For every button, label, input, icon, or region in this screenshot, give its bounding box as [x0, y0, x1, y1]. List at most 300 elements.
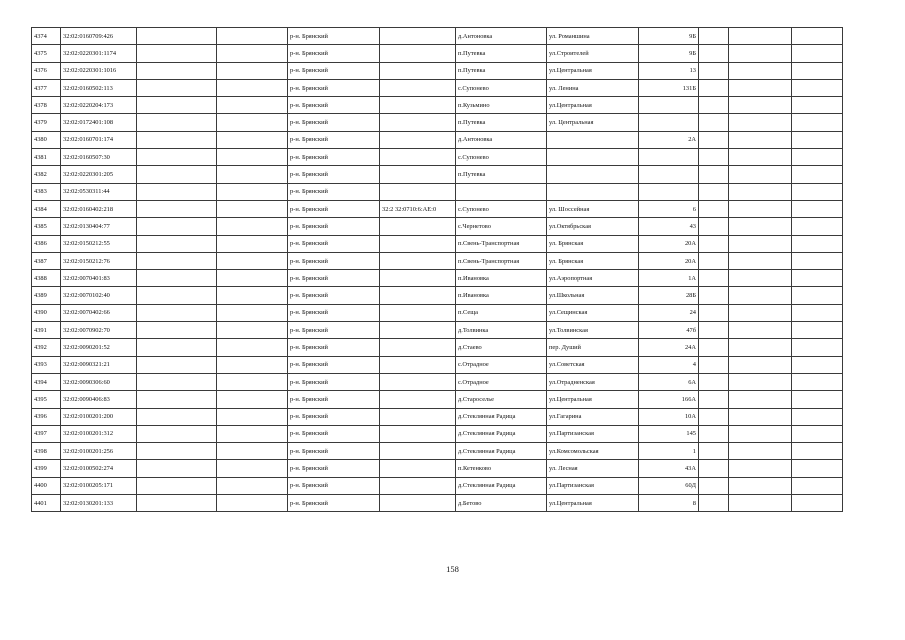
table-row — [32, 477, 843, 494]
table-cell: 32:02:0070902:70 — [61, 322, 137, 339]
table-cell — [792, 183, 843, 200]
table-cell — [217, 425, 288, 442]
table-cell: 1А — [639, 270, 699, 287]
table-cell — [699, 97, 729, 114]
table-cell — [137, 270, 217, 287]
table-cell — [217, 373, 288, 390]
table-cell — [729, 200, 792, 217]
table-cell — [217, 270, 288, 287]
table-cell: 32:02:0070402:66 — [61, 304, 137, 321]
table-cell — [792, 391, 843, 408]
table-cell — [217, 62, 288, 79]
table-cell: ул.Партизанская — [547, 425, 639, 442]
table-cell — [792, 97, 843, 114]
table-cell — [699, 79, 729, 96]
table-cell: п.Путевка — [456, 166, 547, 183]
table-cell: 4381 — [32, 149, 61, 166]
table-cell: 32:02:0172401:108 — [61, 114, 137, 131]
table-cell: 4385 — [32, 218, 61, 235]
table-cell — [792, 200, 843, 217]
table-cell: р-н. Брянский — [288, 200, 380, 217]
table-row — [32, 391, 843, 408]
table-cell: ул.Центральная — [547, 62, 639, 79]
table-cell — [137, 62, 217, 79]
table-cell: 4389 — [32, 287, 61, 304]
table-cell — [137, 218, 217, 235]
table-cell: 131Б — [639, 79, 699, 96]
table-cell — [217, 356, 288, 373]
table-cell — [547, 183, 639, 200]
table-cell — [729, 477, 792, 494]
table-cell — [217, 114, 288, 131]
table-cell — [792, 373, 843, 390]
table-cell — [729, 425, 792, 442]
table-cell: пер. Душий — [547, 339, 639, 356]
table-cell — [699, 460, 729, 477]
table-cell — [639, 97, 699, 114]
table-cell — [380, 356, 456, 373]
table-cell: 32:02:0090406:83 — [61, 391, 137, 408]
table-row — [32, 304, 843, 321]
table-cell — [699, 131, 729, 148]
table-cell — [729, 408, 792, 425]
table-row — [32, 460, 843, 477]
table-cell: 4377 — [32, 79, 61, 96]
table-cell — [699, 62, 729, 79]
table-cell: р-н. Брянский — [288, 339, 380, 356]
page-number: 158 — [446, 564, 459, 574]
table-cell: ул.Центральная — [547, 495, 639, 512]
table-cell: ул. Брянская — [547, 252, 639, 269]
table-cell: р-н. Брянский — [288, 252, 380, 269]
table-cell — [547, 149, 639, 166]
table-cell: р-н. Брянский — [288, 495, 380, 512]
table-cell — [217, 149, 288, 166]
table-cell — [699, 235, 729, 252]
table-cell — [217, 287, 288, 304]
table-row — [32, 200, 843, 217]
table-cell — [639, 149, 699, 166]
table-cell — [380, 252, 456, 269]
table-cell: 4387 — [32, 252, 61, 269]
table-cell: 28Б — [639, 287, 699, 304]
table-cell — [547, 131, 639, 148]
table-row — [32, 79, 843, 96]
table-cell: ул.Советская — [547, 356, 639, 373]
table-cell — [699, 339, 729, 356]
table-cell: 32:02:0100201:312 — [61, 425, 137, 442]
table-cell: р-н. Брянский — [288, 97, 380, 114]
table-cell: с.Отрадное — [456, 356, 547, 373]
table-row — [32, 97, 843, 114]
table-cell — [729, 235, 792, 252]
table-cell: с.Отрадное — [456, 373, 547, 390]
table-cell: п.Ивановка — [456, 287, 547, 304]
table-cell: ул. Лесная — [547, 460, 639, 477]
table-cell — [217, 477, 288, 494]
registry-table — [31, 27, 843, 512]
table-cell: ул. Брянская — [547, 235, 639, 252]
table-cell: 32:02:0090306:60 — [61, 373, 137, 390]
table-cell: 32:02:0220301:1174 — [61, 45, 137, 62]
table-cell — [792, 114, 843, 131]
table-cell: 32:02:0530311:44 — [61, 183, 137, 200]
table-cell: 32:2 32:0710:6:АЕ:0 — [380, 200, 456, 217]
table-cell — [792, 477, 843, 494]
table-row — [32, 495, 843, 512]
table-cell — [217, 200, 288, 217]
table-cell: 32:02:0160709:426 — [61, 28, 137, 45]
table-cell: 6А — [639, 373, 699, 390]
table-cell: р-н. Брянский — [288, 79, 380, 96]
table-cell — [380, 495, 456, 512]
table-cell — [137, 408, 217, 425]
table-cell: 4394 — [32, 373, 61, 390]
table-cell — [699, 356, 729, 373]
table-cell — [792, 356, 843, 373]
table-row — [32, 166, 843, 183]
table-cell — [729, 166, 792, 183]
table-cell: ул. Ленина — [547, 79, 639, 96]
table-cell: п.Путевка — [456, 45, 547, 62]
table-cell — [137, 322, 217, 339]
table-cell: д.Стеклянная Радица — [456, 477, 547, 494]
table-cell — [217, 28, 288, 45]
table-cell — [137, 149, 217, 166]
table-cell — [380, 373, 456, 390]
table-cell — [137, 166, 217, 183]
table-cell — [217, 235, 288, 252]
table-cell: п.Свень-Транспортная — [456, 252, 547, 269]
table-cell: р-н. Брянский — [288, 287, 380, 304]
table-cell: 8 — [639, 495, 699, 512]
table-cell: ул.Отрадненская — [547, 373, 639, 390]
table-cell — [639, 166, 699, 183]
table-cell — [792, 495, 843, 512]
table-cell — [380, 28, 456, 45]
table-cell — [792, 166, 843, 183]
table-cell — [217, 339, 288, 356]
table-cell — [699, 322, 729, 339]
table-cell: 24 — [639, 304, 699, 321]
table-cell — [729, 114, 792, 131]
table-cell — [217, 443, 288, 460]
table-cell: ул. Романшина — [547, 28, 639, 45]
table-row — [32, 356, 843, 373]
table-cell: 4398 — [32, 443, 61, 460]
table-cell: р-н. Брянский — [288, 183, 380, 200]
table-cell — [792, 443, 843, 460]
table-cell — [380, 287, 456, 304]
table-cell — [137, 200, 217, 217]
table-cell: р-н. Брянский — [288, 218, 380, 235]
table-cell: ул.Сещинская — [547, 304, 639, 321]
table-cell: ул.Толвинская — [547, 322, 639, 339]
table-row — [32, 235, 843, 252]
table-cell: 9Б — [639, 28, 699, 45]
table-cell — [699, 443, 729, 460]
table-cell — [217, 460, 288, 477]
table-cell — [729, 62, 792, 79]
table-cell: д.Толвинка — [456, 322, 547, 339]
table-row — [32, 322, 843, 339]
table-cell — [380, 114, 456, 131]
table-cell: р-н. Брянский — [288, 425, 380, 442]
table-cell: 32:02:0100201:256 — [61, 443, 137, 460]
table-cell: 4374 — [32, 28, 61, 45]
table-cell: 10А — [639, 408, 699, 425]
table-cell — [729, 287, 792, 304]
table-cell — [699, 200, 729, 217]
table-cell — [729, 391, 792, 408]
table-cell — [639, 183, 699, 200]
table-cell — [699, 304, 729, 321]
table-row — [32, 45, 843, 62]
table-cell — [792, 28, 843, 45]
table-cell: 32:02:0160502:113 — [61, 79, 137, 96]
table-cell — [456, 183, 547, 200]
table-cell — [137, 443, 217, 460]
table-cell — [217, 304, 288, 321]
table-cell: 32:02:0160701:174 — [61, 131, 137, 148]
table-cell: 20А — [639, 235, 699, 252]
table-cell: д.Староселье — [456, 391, 547, 408]
table-cell: 1 — [639, 443, 699, 460]
table-cell — [380, 235, 456, 252]
table-cell: 32:02:0100201:200 — [61, 408, 137, 425]
table-cell — [729, 460, 792, 477]
table-cell — [699, 114, 729, 131]
table-cell — [792, 408, 843, 425]
table-cell — [699, 270, 729, 287]
table-row — [32, 373, 843, 390]
table-cell: р-н. Брянский — [288, 304, 380, 321]
table-cell: 32:02:0090201:52 — [61, 339, 137, 356]
table-cell: с.Супонево — [456, 79, 547, 96]
table-cell: р-н. Брянский — [288, 373, 380, 390]
table-cell — [729, 131, 792, 148]
table-cell: 4379 — [32, 114, 61, 131]
table-cell — [380, 339, 456, 356]
table-cell — [792, 460, 843, 477]
table-cell — [729, 79, 792, 96]
table-cell: ул. Шоссейная — [547, 200, 639, 217]
table-row — [32, 443, 843, 460]
table-cell — [729, 322, 792, 339]
table-cell: 32:02:0150212:55 — [61, 235, 137, 252]
table-cell: 24А — [639, 339, 699, 356]
table-cell — [380, 477, 456, 494]
table-cell — [639, 114, 699, 131]
table-cell — [137, 304, 217, 321]
table-cell: ул.Партизанская — [547, 477, 639, 494]
table-cell: 4391 — [32, 322, 61, 339]
table-cell: р-н. Брянский — [288, 131, 380, 148]
table-cell: 43 — [639, 218, 699, 235]
table-cell — [137, 425, 217, 442]
table-cell: 4388 — [32, 270, 61, 287]
table-cell — [699, 373, 729, 390]
table-cell: с.Чернетово — [456, 218, 547, 235]
table-cell: ул.Центральная — [547, 391, 639, 408]
table-cell: р-н. Брянский — [288, 114, 380, 131]
table-cell — [729, 252, 792, 269]
table-cell — [137, 495, 217, 512]
table-cell — [380, 425, 456, 442]
table-cell: р-н. Брянский — [288, 28, 380, 45]
table-cell: д.Стаево — [456, 339, 547, 356]
table-cell — [729, 356, 792, 373]
table-cell: 4400 — [32, 477, 61, 494]
table-cell: п.Свень-Транспортная — [456, 235, 547, 252]
table-cell — [137, 477, 217, 494]
table-cell: 4380 — [32, 131, 61, 148]
table-cell: 4 — [639, 356, 699, 373]
table-cell — [137, 114, 217, 131]
table-cell — [380, 270, 456, 287]
table-cell — [792, 252, 843, 269]
table-cell: 145 — [639, 425, 699, 442]
table-cell — [729, 495, 792, 512]
table-cell — [792, 322, 843, 339]
table-cell — [380, 183, 456, 200]
table-cell — [729, 218, 792, 235]
table-cell: 4395 — [32, 391, 61, 408]
table-cell — [792, 425, 843, 442]
table-cell: р-н. Брянский — [288, 270, 380, 287]
table-cell — [380, 166, 456, 183]
table-cell — [729, 270, 792, 287]
table-cell — [217, 218, 288, 235]
table-row — [32, 425, 843, 442]
table-cell: ул.Октябрьская — [547, 218, 639, 235]
table-cell: ул. Центральная — [547, 114, 639, 131]
table-cell — [137, 97, 217, 114]
table-cell — [729, 149, 792, 166]
table-cell — [217, 252, 288, 269]
table-cell: п.Сеща — [456, 304, 547, 321]
table-cell — [137, 235, 217, 252]
table-cell — [699, 252, 729, 269]
table-cell — [380, 131, 456, 148]
table-cell: 2А — [639, 131, 699, 148]
table-cell: 13 — [639, 62, 699, 79]
table-cell: р-н. Брянский — [288, 322, 380, 339]
table-cell: 20А — [639, 252, 699, 269]
table-cell — [380, 304, 456, 321]
table-cell — [699, 183, 729, 200]
table-row — [32, 218, 843, 235]
table-cell: п.Путевка — [456, 114, 547, 131]
table-cell: 9Б — [639, 45, 699, 62]
table-cell: р-н. Брянский — [288, 166, 380, 183]
table-cell: 32:02:0220301:1016 — [61, 62, 137, 79]
table-cell: 47б — [639, 322, 699, 339]
table-cell — [729, 28, 792, 45]
table-cell — [137, 252, 217, 269]
table-cell — [137, 391, 217, 408]
table-cell: р-н. Брянский — [288, 356, 380, 373]
table-cell: 60Д — [639, 477, 699, 494]
table-cell — [792, 270, 843, 287]
table-cell: д.Стеклянная Радица — [456, 443, 547, 460]
table-cell: 6 — [639, 200, 699, 217]
table-cell: ул.Аэропортная — [547, 270, 639, 287]
table-cell — [217, 495, 288, 512]
table-cell: р-н. Брянский — [288, 45, 380, 62]
table-cell — [699, 425, 729, 442]
table-cell: п.Путевка — [456, 62, 547, 79]
table-cell: 32:02:0220204:173 — [61, 97, 137, 114]
table-cell: 4384 — [32, 200, 61, 217]
table-cell: п.Кузьмино — [456, 97, 547, 114]
table-cell: ул.Комсомольская — [547, 443, 639, 460]
table-cell: 32:02:0100205:171 — [61, 477, 137, 494]
table-row — [32, 339, 843, 356]
table-cell — [137, 131, 217, 148]
table-cell: д.Антоновка — [456, 28, 547, 45]
table-cell — [217, 183, 288, 200]
table-cell — [380, 79, 456, 96]
table-cell — [380, 218, 456, 235]
table-cell — [729, 183, 792, 200]
table-cell — [380, 391, 456, 408]
table-cell: 32:02:0150212:76 — [61, 252, 137, 269]
table-cell: ул.Центральная — [547, 97, 639, 114]
table-cell — [792, 45, 843, 62]
table-cell: 4401 — [32, 495, 61, 512]
table-cell: р-н. Брянский — [288, 62, 380, 79]
table-cell: 32:02:0070102:40 — [61, 287, 137, 304]
table-cell — [792, 149, 843, 166]
table-row — [32, 252, 843, 269]
table-cell: 32:02:0090321:21 — [61, 356, 137, 373]
table-cell — [699, 28, 729, 45]
table-cell: д.Стеклянная Радица — [456, 408, 547, 425]
table-cell — [792, 218, 843, 235]
table-cell: ул.Строителей — [547, 45, 639, 62]
table-cell — [380, 62, 456, 79]
table-row — [32, 287, 843, 304]
table-cell — [380, 97, 456, 114]
table-cell: 4392 — [32, 339, 61, 356]
table-cell: ул.Гагарина — [547, 408, 639, 425]
table-cell: 32:02:0070401:83 — [61, 270, 137, 287]
table-cell — [217, 322, 288, 339]
table-cell: р-н. Брянский — [288, 235, 380, 252]
table-cell: д.Стеклянная Радица — [456, 425, 547, 442]
table-cell: 32:02:0160507:30 — [61, 149, 137, 166]
table-cell — [792, 304, 843, 321]
table-cell — [217, 79, 288, 96]
table-cell — [729, 45, 792, 62]
table-cell: 4396 — [32, 408, 61, 425]
table-cell — [380, 408, 456, 425]
table-cell — [729, 373, 792, 390]
table-cell — [729, 339, 792, 356]
table-cell: р-н. Брянский — [288, 391, 380, 408]
table-cell: р-н. Брянский — [288, 460, 380, 477]
table-cell — [137, 339, 217, 356]
table-cell — [380, 45, 456, 62]
table-cell: д.Бетово — [456, 495, 547, 512]
table-row — [32, 183, 843, 200]
table-row — [32, 62, 843, 79]
table-cell: 4386 — [32, 235, 61, 252]
table-cell: 4383 — [32, 183, 61, 200]
table-cell: 4376 — [32, 62, 61, 79]
table-cell: 32:02:0160402:218 — [61, 200, 137, 217]
